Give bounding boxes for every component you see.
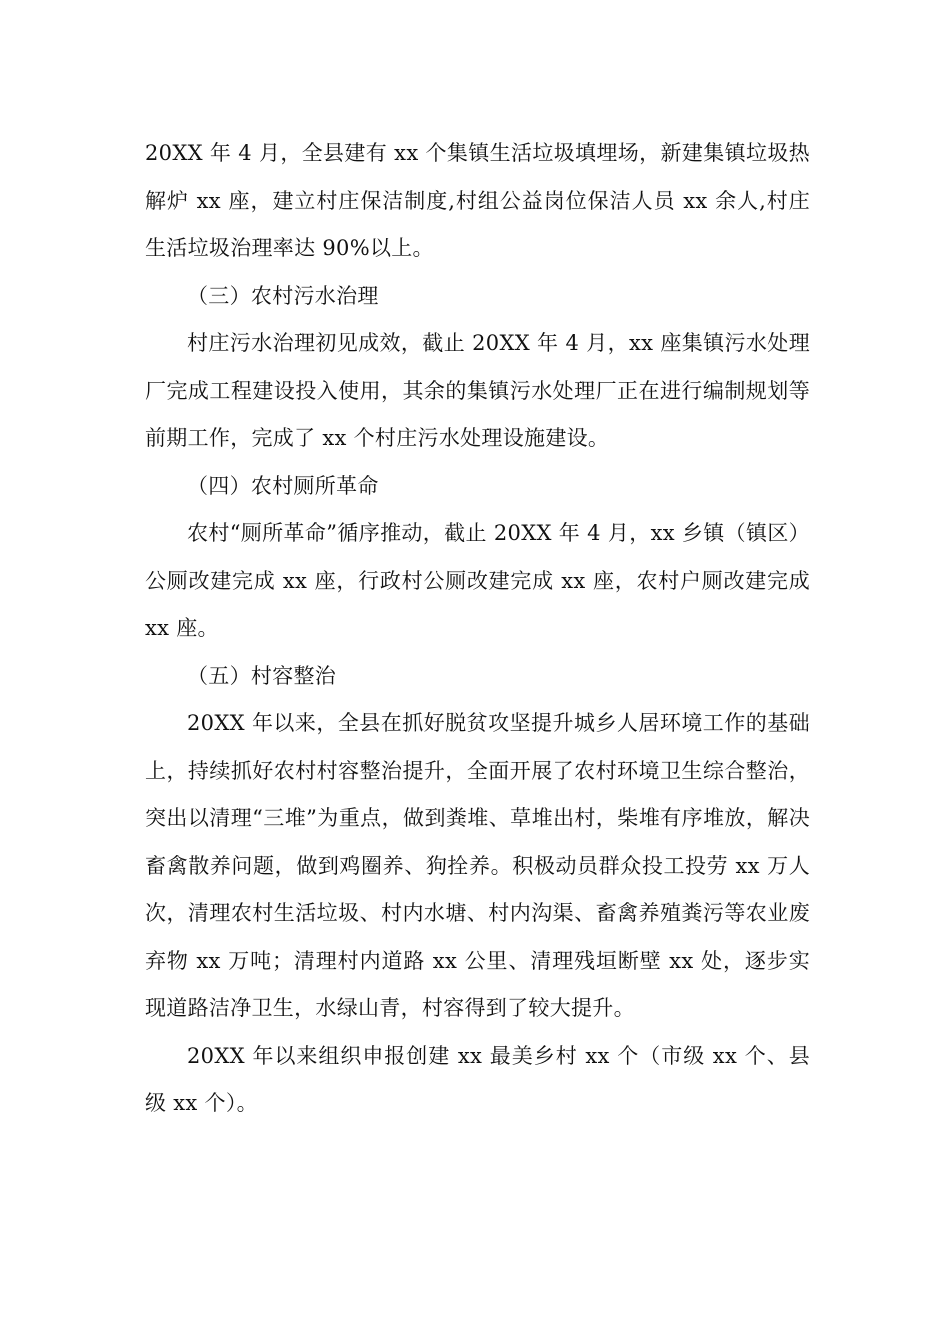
paragraph-beautiful-village: 20XX 年以来组织申报创建 xx 最美乡村 xx 个（市级 xx 个、县级 xx 个）。 <box>145 1043 810 1115</box>
document-page <box>145 130 810 1128</box>
section-heading-village-appearance: （五）村容整治 <box>187 663 337 688</box>
section-heading-toilet-revolution: （四）农村厕所革命 <box>187 473 379 498</box>
paragraph-toilet-revolution: 农村“厕所革命”循序推动，截止 20XX 年 4 月，xx 乡镇（镇区）公厕改建完成 xx 座，行政村公厕改建完成 xx 座，农村户厕改建完成 xx 座。 <box>145 521 810 640</box>
paragraph-garbage-summary: 20XX 年 4 月，全县建有 xx 个集镇生活垃圾填埋场，新建集镇垃圾热解炉 xx 座，建立村庄保洁制度,村组公益岗位保洁人员 xx 余人,村庄生活垃圾治理率达 90%以上。 <box>145 141 810 260</box>
paragraph-sewage: 村庄污水治理初见成效，截止 20XX 年 4 月，xx 座集镇污水处理厂完成工程建设投入使用，其余的集镇污水处理厂正在进行编制规划等前期工作，完成了 xx 个村庄污水处理设施建设。 <box>145 331 810 450</box>
section-heading-sewage: （三）农村污水治理 <box>187 283 379 308</box>
paragraph-village-appearance: 20XX 年以来，全县在抓好脱贫攻坚提升城乡人居环境工作的基础上，持续抓好农村村容整治提升，全面开展了农村环境卫生综合整治，突出以清理“三堆”为重点，做到粪堆、草堆出村，柴堆有序堆放，解决畜禽散养问题，做到鸡圈养、狗拴养。积极动员群众投工投劳 xx 万人次，清理农村生活垃圾、村内水塘、村内沟渠、畜禽养殖粪污等农业废弃物 xx 万吨；清理村内道路 xx 公里、清理残垣断壁 xx 处，逐步实现道路洁净卫生，水绿山青，村容得到了较大提升。 <box>145 711 810 1020</box>
